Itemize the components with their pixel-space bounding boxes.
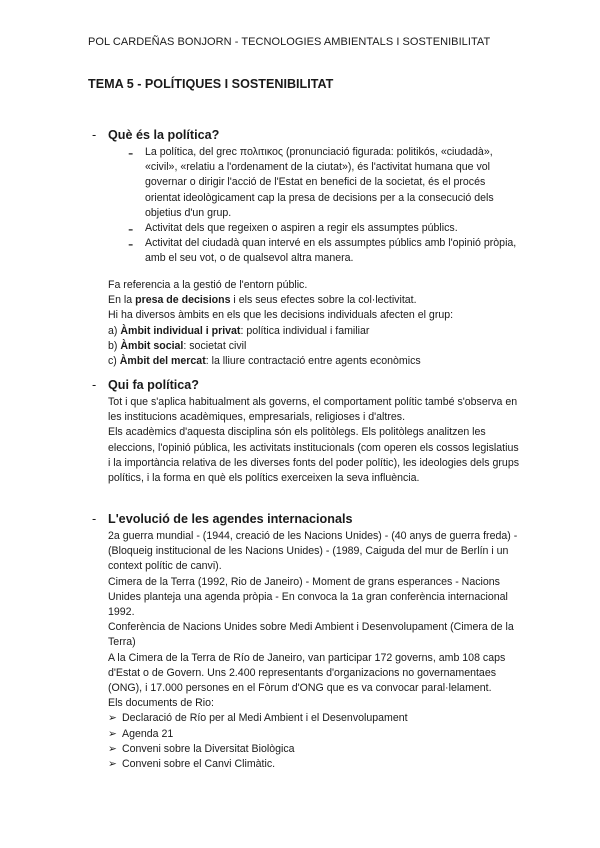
list-prefix: c) — [108, 355, 120, 368]
paragraph: Conferència de Nacions Unides sobre Medi Ambient i Desenvolupament (Cimera de la Terra) — [108, 621, 514, 649]
list-text: Agenda 21 — [122, 727, 174, 740]
section-dash: - — [92, 128, 97, 142]
text-run: En la — [108, 294, 136, 307]
bold-term: Àmbit social — [120, 339, 184, 352]
section-body — [108, 395, 523, 486]
bold-term: Àmbit individual i privat — [120, 324, 241, 337]
arrow-bullet-icon: ➢ — [108, 727, 117, 740]
paragraph: 2a guerra mundial - (1944, creació de les Nacions Unides) - (40 anys de guerra freda) - (Bloqueig institucional de les Nacions Unides) - (1989, Caiguda del mur de Berlín i un context polític de canvi). — [108, 530, 518, 573]
section-body — [108, 529, 523, 772]
paragraph: Cimera de la Terra (1992, Rio de Janeiro) - Moment de grans esperances - Nacions Unides planteja una agenda pròpia - En convoca la 1a gran conferència internacional 1992. — [108, 575, 508, 619]
list-item — [108, 324, 523, 339]
section-dash: - — [92, 512, 97, 526]
bold-term: Àmbit del mercat — [119, 355, 206, 368]
list-text: Declaració de Río per al Medi Ambient i el Desenvolupament — [122, 712, 408, 725]
bullet-text: Activitat dels que regeixen o aspiren a regir els assumptes públics. — [145, 222, 458, 234]
text-run: i els seus efectes sobre la col·lectivitat. — [230, 294, 417, 307]
arrow-bullet-icon: ➢ — [108, 712, 117, 725]
list-item — [108, 339, 523, 354]
list-prefix: a) — [108, 324, 121, 337]
section-title: Què és la política? — [108, 128, 220, 142]
arrow-bullet-icon: ➢ — [108, 742, 117, 755]
list-item — [108, 757, 523, 772]
list-text: Conveni sobre la Diversitat Biològica — [122, 742, 295, 755]
body-line: Fa referencia a la gestió de l'entorn públic. — [108, 279, 308, 291]
body-line: Els documents de Rio: — [108, 697, 214, 710]
list-item — [108, 742, 523, 757]
page-title: TEMA 5 - POLÍTIQUES I SOSTENIBILITAT — [88, 77, 334, 91]
list-prefix: b) — [108, 339, 121, 352]
section-title: L'evolució de les agendes internacionals — [108, 512, 353, 526]
bullet-text: Activitat del ciudadà quan intervé en els assumptes públics amb l'opinió pròpia, amb el seu vot, o de qualsevol altra manera. — [145, 237, 517, 265]
text-run: : la lliure contractació entre agents econòmics — [205, 355, 421, 368]
body-line — [108, 293, 523, 308]
bullet-text: La política, del grec πολιτικος (pronunciació figurada: politikós, «ciudadà», «civil», «relatiu a l'ordenament de la ciutat»), és l'activitat humana que vol governar o dirigir l'acció de l'Estat en benefici de la societat, és el procés orientat ideològicament cap la presa de decisions per a la consecució dels objetius d'un grup. — [145, 146, 494, 219]
body-line: Hi ha diversos àmbits en els que les decisions individuals afecten el grup: — [108, 309, 454, 322]
page-header: POL CARDEÑAS BONJORN - TECNOLOGIES AMBIENTALS I SOSTENIBILITAT — [88, 36, 491, 48]
list-text: Conveni sobre el Canvi Climàtic. — [122, 758, 276, 771]
bullet-dash: - — [128, 236, 134, 253]
list-item — [108, 727, 523, 742]
text-run: : societat civil — [183, 339, 247, 352]
arrow-bullet-icon: ➢ — [108, 758, 117, 771]
section-dash: - — [92, 378, 97, 392]
paragraph: A la Cimera de la Terra de Río de Janeiro, van participar 172 governs, amb 108 caps d'Estat o de Govern. Uns 2.400 representants d'organizacions no governamentaes (ONG), i 17.000 persones en el Fòrum d'ONG que es va convocar paral·lelament. — [108, 651, 506, 695]
section-title: Qui fa política? — [108, 378, 199, 392]
bullet-dash: - — [128, 221, 134, 238]
list-item — [108, 354, 523, 369]
bullet-dash: - — [128, 145, 134, 162]
paragraph: Tot i que s'aplica habitualment als governs, el comportament polític també s'observa en les institucions acadèmiques, empresarials, religioses i d'altres. — [108, 396, 518, 424]
list-item — [108, 711, 523, 726]
section-body — [108, 278, 523, 369]
text-run: : política individual i familiar — [240, 324, 370, 337]
paragraph: Els acadèmics d'aquesta disciplina són els politòlegs. Els politòlegs analitzen les eleccions, l'opinió pública, les activitats institucionals (com operen els cossos legislatius i la importància relativa de les diverses fonts del poder polític), les ideologies dels grups polítics, i la forma en què els polítics exerceixen la seva influència. — [108, 426, 520, 485]
bold-term: presa de decisions — [135, 294, 231, 307]
